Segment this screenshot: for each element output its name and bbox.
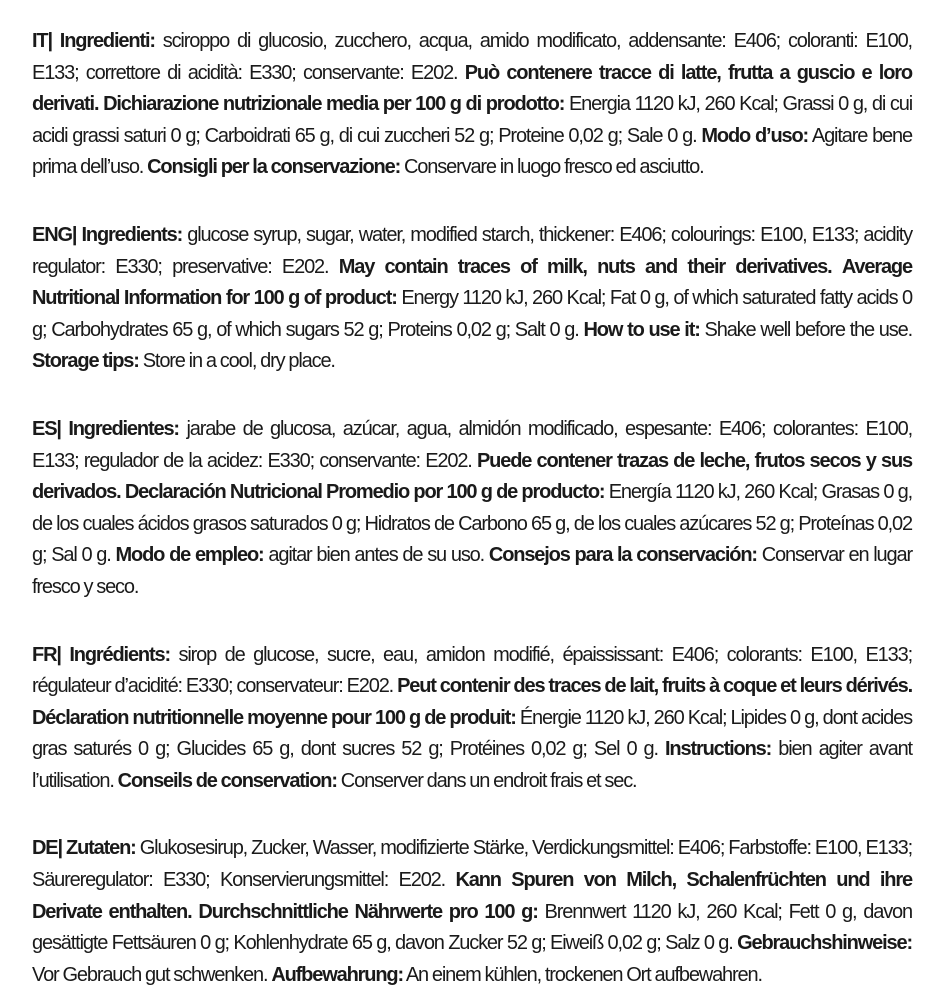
nutrition-label: Average Nutritional Information for 100 g of product: — [32, 255, 912, 310]
ingredients-text: glucose syrup, sugar, water, modified starch, thickener: E406; colourings: E100, E133; acidity regulator: E330; preservative: E202. — [32, 223, 912, 278]
allergen-warning: Peut contenir des traces de lait, fruits à coque et leurs dérivés. — [397, 675, 912, 698]
section-fr — [32, 640, 912, 798]
language-code: ES| — [32, 417, 61, 440]
nutrition-text: Energy 1120 kJ, 260 Kcal; Fat 0 g, of which saturated fatty acids 0 g; Carbohydrates 65 g, of which sugars 52 g; Proteins 0,02 g; Salt 0 g. — [32, 287, 912, 341]
storage-label: Storage tips: — [32, 350, 139, 373]
usage-text: Shake well before the use. — [704, 318, 912, 341]
language-code: IT| — [32, 30, 52, 52]
ingredients-text: jarabe de glucosa, azúcar, agua, almidón modificado, espesante: E406; colorantes: E100, E133; regulador de la acidez: E330; conservante: E202. — [32, 417, 912, 472]
storage-text: Conserver dans un endroit frais et sec. — [340, 769, 637, 792]
usage-text: agitar bien antes de su uso. — [268, 544, 485, 567]
ingredients-text: sirop de glucose, sucre, eau, amidon modifié, épaississant: E406; colorants: E100, E133; régulateur d’acidité: E330; conservateur: E202. — [32, 643, 912, 698]
allergen-warning: Puede contener trazas de leche, frutos secos y sus derivados. — [32, 449, 912, 504]
storage-text: Store in a cool, dry place. — [142, 350, 335, 373]
section-it — [32, 26, 912, 184]
ingredients-label: Ingredients: — [81, 223, 183, 246]
section-de — [32, 833, 912, 991]
allergen-warning: May contain traces of milk, nuts and their derivatives. — [338, 255, 832, 278]
usage-label: Instructions: — [665, 738, 772, 761]
ingredients-label: Zutaten: — [66, 837, 136, 860]
allergen-warning: Può contenere tracce di latte, frutta a guscio e loro derivati. — [32, 61, 912, 116]
language-code: FR| — [32, 643, 61, 666]
usage-label: Modo d’uso: — [701, 124, 809, 147]
storage-label: Aufbewahrung: — [271, 963, 404, 986]
storage-text: Conservar en lugar fresco y seco. — [32, 544, 912, 598]
language-code: DE| — [32, 837, 62, 860]
nutrition-text: Energía 1120 kJ, 260 Kcal; Grasas 0 g, de los cuales ácidos grasos saturados 0 g; Hidratos de Carbono 65 g, de los cuales azúcares 52 g; Proteínas 0,02 g; Sal 0 g. — [32, 481, 912, 567]
section-es — [32, 414, 912, 604]
usage-label: Gebrauchshinweise: — [737, 932, 912, 955]
usage-text: bien agiter avant l’utilisation. — [32, 738, 912, 792]
ingredients-text: Glukosesirup, Zucker, Wasser, modifizierte Stärke, Verdickungsmittel: E406; Farbstoffe: E100, E133; Säureregulator: E330; Konservierungsmittel: E202. — [32, 837, 912, 892]
ingredients-label: Ingredienti: — [59, 30, 155, 52]
storage-label: Consejos para la conservación: — [488, 544, 757, 567]
usage-text: Agitare bene prima dell’uso. — [32, 124, 912, 179]
ingredients-label: Ingredientes: — [68, 417, 179, 440]
nutrition-text: Brennwert 1120 kJ, 260 Kcal; Fett 0 g, davon gesättigte Fettsäuren 0 g; Kohlenhydrate 65 g, davon Zucker 52 g; Eiweiß 0,02 g; Salz 0 g. — [32, 900, 912, 955]
section-eng — [32, 220, 912, 378]
storage-text: Conservare in luogo fresco ed asciutto. — [404, 156, 704, 179]
language-code: ENG| — [32, 223, 77, 246]
nutrition-text: Énergie 1120 kJ, 260 Kcal; Lipides 0 g, dont acides gras saturés 0 g; Glucides 65 g, dont sucres 52 g; Protéines 0,02 g; Sel 0 g. — [32, 706, 912, 761]
nutrition-label: Durchschnittliche Nährwerte pro 100 g: — [198, 900, 538, 923]
usage-label: Modo de empleo: — [115, 544, 264, 567]
nutrition-label: Dichiarazione nutrizionale media per 100 g di prodotto: — [103, 93, 565, 116]
nutrition-text: Energia 1120 kJ, 260 Kcal; Grassi 0 g, di cui acidi grassi saturi 0 g; Carboidrati 65 g, di cui zuccheri 52 g; Proteine 0,02 g; Sale 0 g. — [32, 93, 912, 147]
storage-text: An einem kühlen, trockenen Ort aufbewahren. — [405, 963, 762, 986]
ingredients-text: sciroppo di glucosio, zucchero, acqua, amido modificato, addensante: E406; coloranti: E100, E133; correttore di acidità: E330; conservante: E202. — [32, 30, 912, 84]
multilingual-product-label — [32, 26, 912, 991]
storage-label: Conseils de conservation: — [117, 769, 337, 792]
usage-label: How to use it: — [583, 318, 700, 341]
allergen-warning: Kann Spuren von Milch, Schalenfrüchten und ihre Derivate enthalten. — [32, 869, 912, 923]
nutrition-label: Declaración Nutricional Promedio por 100 g de producto: — [124, 481, 605, 504]
nutrition-label: Déclaration nutritionnelle moyenne pour 100 g de produit: — [32, 706, 516, 729]
ingredients-label: Ingrédients: — [69, 643, 170, 666]
storage-label: Consigli per la conservazione: — [147, 156, 401, 179]
usage-text: Vor Gebrauch gut schwenken. — [32, 963, 268, 986]
